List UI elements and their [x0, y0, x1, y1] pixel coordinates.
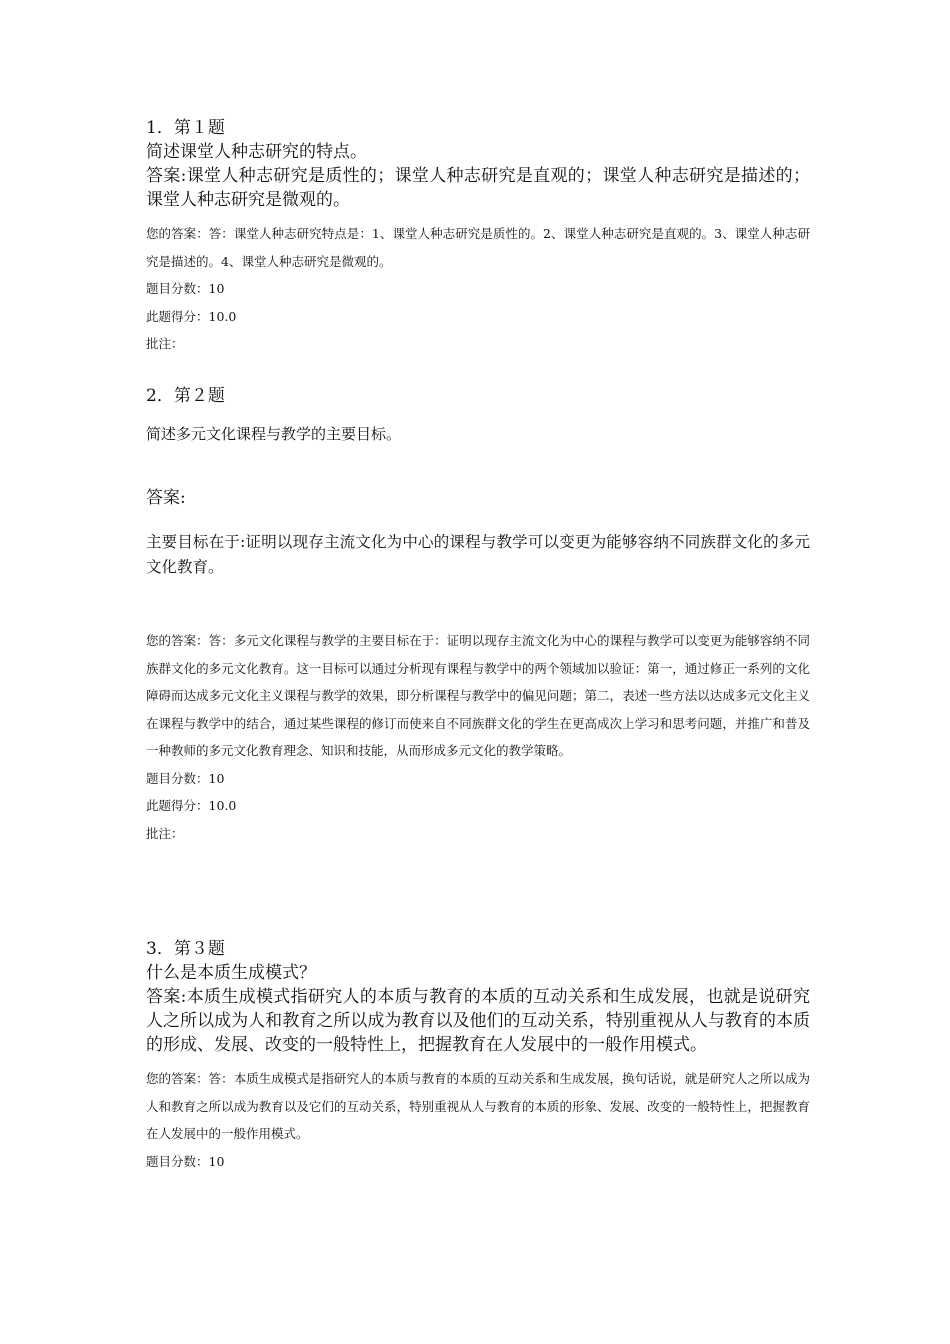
reference-answer: 答案:课堂人种志研究是质性的；课堂人种志研究是直观的；课堂人种志研究是描述的；课堂人种志研究是微观的。: [146, 166, 810, 210]
comment-label: 批注：: [146, 825, 184, 841]
full-score: 题目分数：10: [146, 770, 225, 786]
question-2: [146, 384, 810, 847]
question-3: [146, 937, 810, 1175]
answer-heading: 答案:: [146, 488, 186, 508]
question-title: 2．第２题: [146, 386, 225, 406]
question-title: 3．第３题: [146, 939, 225, 959]
got-score: 此题得分：10.0: [146, 798, 237, 813]
full-score: 题目分数：10: [146, 281, 225, 296]
question-title: 1．第１题: [146, 118, 225, 138]
got-score: 此题得分：10.0: [146, 308, 237, 324]
question-stem: 什么是本质生成模式？: [146, 963, 316, 983]
question-1: [146, 116, 810, 358]
your-answer: 您的答案：答：多元文化课程与教学的主要目标在于：证明以现存主流文化为中心的课程与教学可以变更为能够容纳不同族群文化的多元文化教育。这一目标可以通过分析现有课程与教学中的两个领域加以验证：第一，通过修正一系列的文化障碍而达成多元文化主义课程与教学的效果，即分析课程与教学中的偏见问题；第二，表述一些方法以达成多元文化主义在课程与教学中的结合，通过某些课程的修订而使来自不同族群文化的学生在更高成次上学习和思考问题，并推广和普及一种教师的多元文化教育理念、知识和技能，从而形成多元文化的教学策略。: [146, 633, 810, 758]
question-stem: 简述多元文化课程与教学的主要目标。: [146, 425, 402, 443]
reference-answer: 主要目标在于:证明以现存主流文化为中心的课程与教学可以变更为能够容纳不同族群文化的多元文化教育。: [146, 533, 810, 576]
comment-label: 批注：: [146, 336, 184, 351]
your-answer: 您的答案：答：课堂人种志研究特点是：1、课堂人种志研究是质性的。2、课堂人种志研究是直观的。3、课堂人种志研究是描述的。4、课堂人种志研究是微观的。: [146, 226, 810, 269]
full-score: 题目分数：10: [146, 1153, 225, 1169]
question-stem: 简述课堂人种志研究的特点。: [146, 142, 367, 162]
reference-answer: 答案:本质生成模式指研究人的本质与教育的本质的互动关系和生成发展，也就是说研究人之所以成为人和教育之所以成为教育以及他们的互动关系，特别重视从人与教育的本质的形成、发展、改变的一般特性上，把握教育在人发展中的一般作用模式。: [146, 987, 810, 1055]
your-answer: 您的答案：答：本质生成模式是指研究人的本质与教育的本质的互动关系和生成发展，换句话说，就是研究人之所以成为人和教育之所以成为教育以及它们的互动关系，特别重视从人与教育的本质的形象、发展、改变的一般特性上，把握教育在人发展中的一般作用模式。: [146, 1071, 810, 1141]
